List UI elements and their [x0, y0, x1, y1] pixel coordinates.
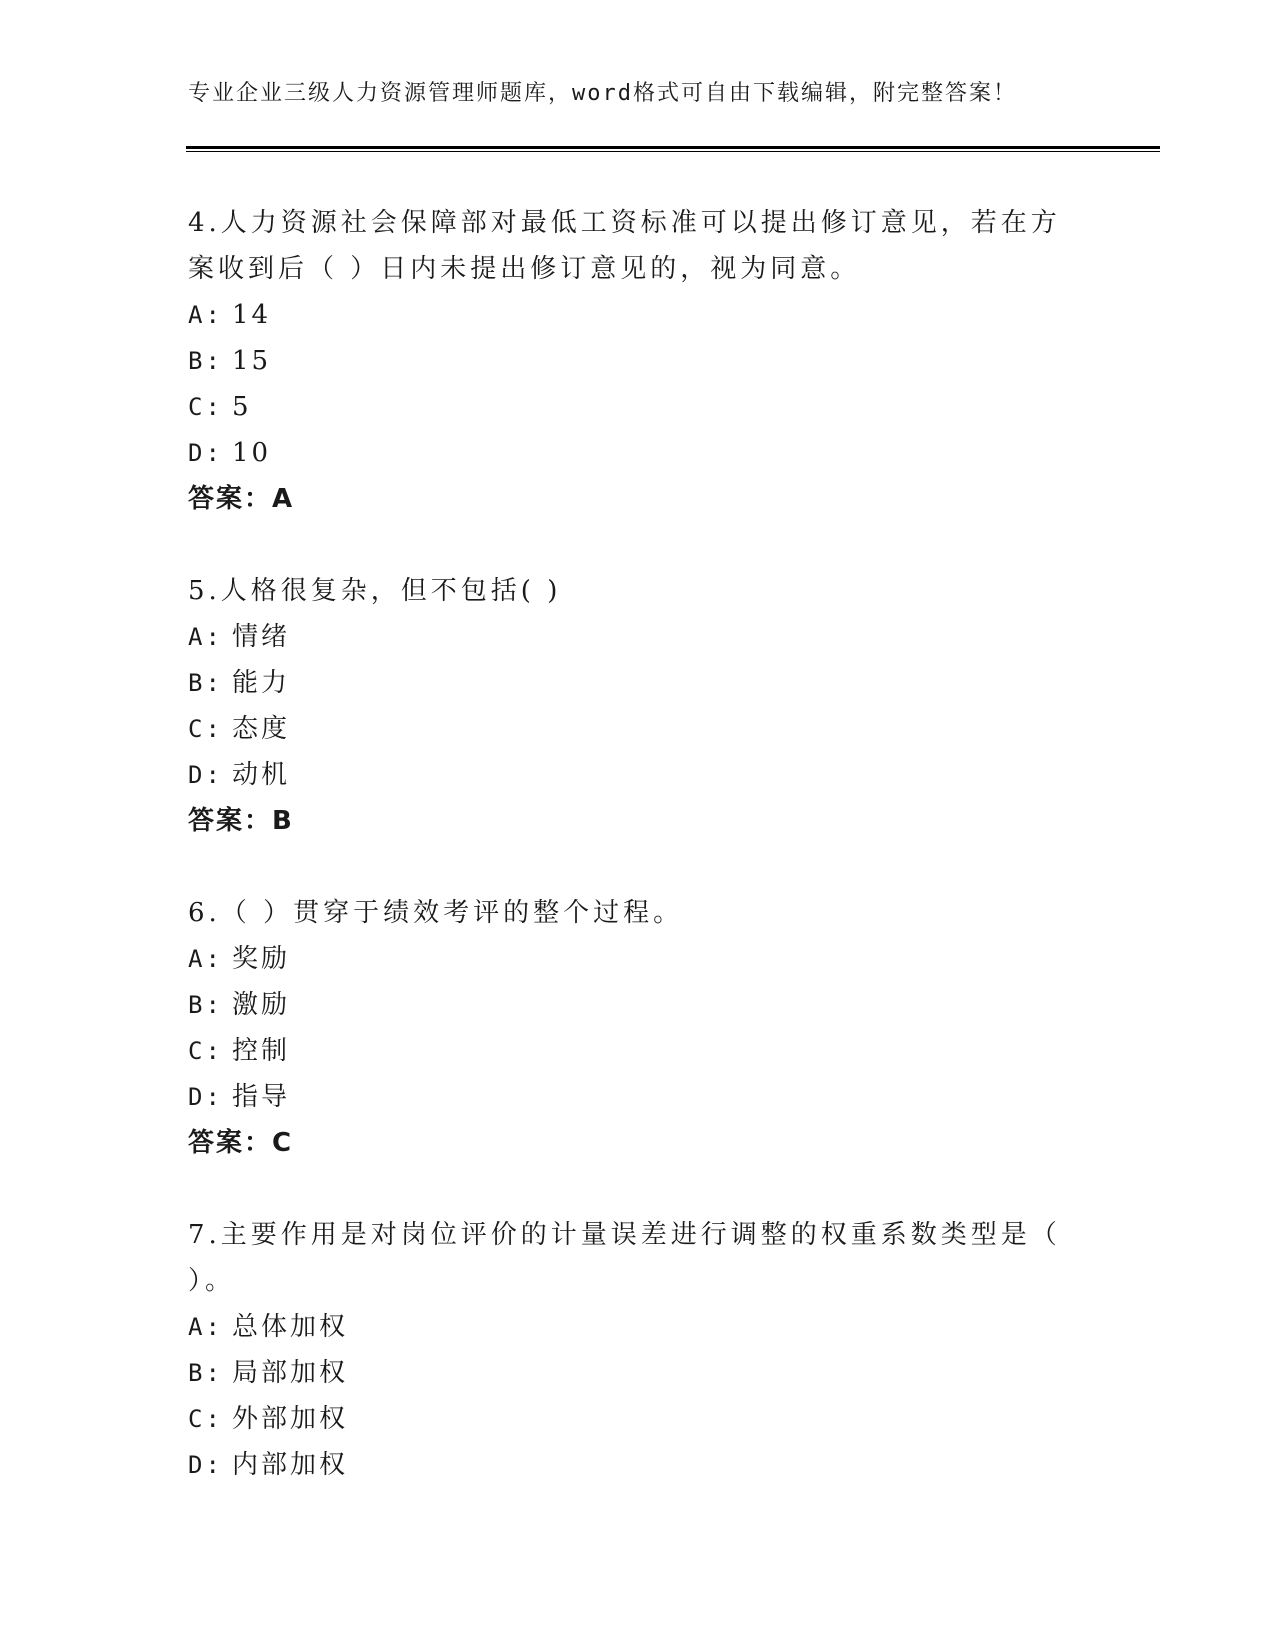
option-text: 5 [232, 392, 252, 422]
option-label: D: [188, 761, 223, 789]
option-c [188, 706, 1068, 752]
option-text: 激励 [232, 990, 291, 1020]
option-b [188, 338, 1068, 384]
question-stem: 7.主要作用是对岗位评价的计量误差进行调整的权重系数类型是（ ）。 [188, 1220, 1061, 1296]
option-b [188, 982, 1068, 1028]
header-divider-thick [186, 146, 1160, 149]
answer-line: 答案：A [188, 484, 295, 514]
question-4 [188, 200, 1068, 522]
option-c [188, 384, 1068, 430]
option-label: B: [188, 347, 223, 375]
question-6 [188, 890, 1068, 1166]
option-text: 奖励 [232, 944, 291, 974]
option-label: C: [188, 715, 223, 743]
option-label: B: [188, 1359, 223, 1387]
option-text: 14 [232, 300, 272, 330]
option-text: 动机 [232, 760, 291, 790]
option-text: 内部加权 [232, 1450, 349, 1480]
question-stem: 4.人力资源社会保障部对最低工资标准可以提出修订意见，若在方案收到后（ ）日内未提出修订意见的，视为同意。 [188, 208, 1061, 284]
option-a [188, 614, 1068, 660]
option-label: C: [188, 1037, 223, 1065]
header-divider-thin [186, 151, 1160, 152]
option-text: 能力 [232, 668, 291, 698]
option-text: 局部加权 [232, 1358, 349, 1388]
option-label: A: [188, 945, 223, 973]
question-7 [188, 1212, 1068, 1488]
option-label: B: [188, 991, 223, 1019]
question-stem: 6.（ ）贯穿于绩效考评的整个过程。 [188, 898, 684, 928]
option-text: 控制 [232, 1036, 291, 1066]
option-text: 10 [232, 438, 272, 468]
answer-line: 答案：B [188, 806, 294, 836]
option-label: A: [188, 301, 223, 329]
option-d [188, 1442, 1068, 1488]
option-text: 态度 [232, 714, 291, 744]
answer-line: 答案：C [188, 1128, 294, 1158]
option-label: D: [188, 1083, 223, 1111]
option-c [188, 1028, 1068, 1074]
option-a [188, 1304, 1068, 1350]
option-text: 总体加权 [232, 1312, 349, 1342]
option-a [188, 936, 1068, 982]
option-c [188, 1396, 1068, 1442]
question-list [188, 200, 1068, 1534]
option-a [188, 292, 1068, 338]
question-stem: 5.人格很复杂，但不包括( ) [188, 576, 562, 606]
option-label: C: [188, 393, 223, 421]
option-label: D: [188, 439, 223, 467]
option-b [188, 660, 1068, 706]
option-d [188, 1074, 1068, 1120]
page-header: 专业企业三级人力资源管理师题库，word格式可自由下载编辑，附完整答案！ [188, 81, 1017, 106]
option-label: B: [188, 669, 223, 697]
option-d [188, 752, 1068, 798]
option-b [188, 1350, 1068, 1396]
option-d [188, 430, 1068, 476]
option-text: 情绪 [232, 622, 291, 652]
option-label: A: [188, 623, 223, 651]
option-text: 外部加权 [232, 1404, 349, 1434]
option-text: 15 [232, 346, 272, 376]
option-text: 指导 [232, 1082, 291, 1112]
question-5 [188, 568, 1068, 844]
option-label: D: [188, 1451, 223, 1479]
option-label: C: [188, 1405, 223, 1433]
option-label: A: [188, 1313, 223, 1341]
